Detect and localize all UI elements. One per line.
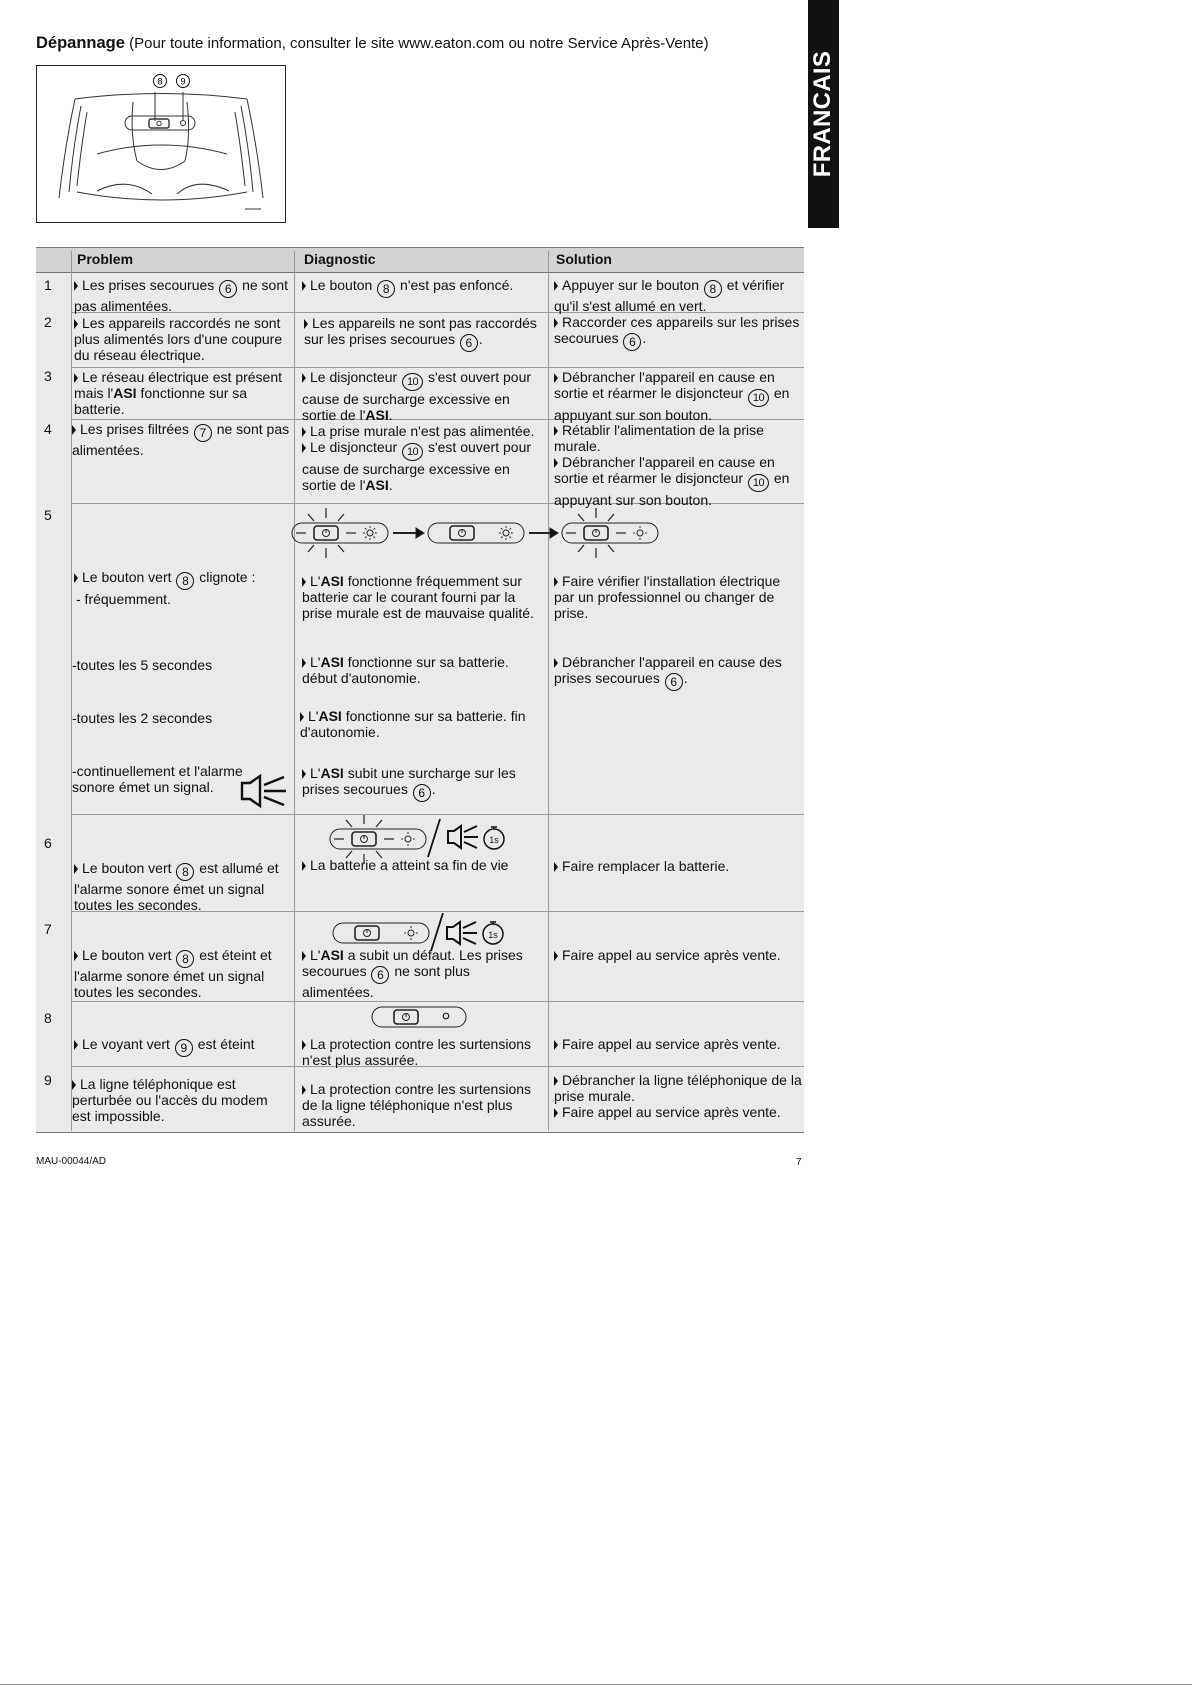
callout-number: 9 bbox=[175, 1039, 193, 1057]
timer-label: 1s bbox=[488, 930, 498, 940]
product-illustration bbox=[36, 65, 286, 223]
solution-cell: Débrancher l'appareil en cause en sortie et réarmer le disjoncteur 10 en appuyant sur son bouton. bbox=[554, 369, 790, 423]
diagnostic-cell: Le disjoncteur 10 s'est ouvert pour cause de surcharge excessive en sortie de l'ASI. bbox=[302, 369, 532, 423]
diagnostic-cell: Le bouton 8 n'est pas enfoncé. bbox=[302, 277, 542, 298]
asi-term: ASI bbox=[320, 573, 344, 589]
asi-term: ASI bbox=[320, 654, 344, 670]
ups-top-view-drawing bbox=[37, 66, 285, 222]
callout-number: 6 bbox=[623, 333, 641, 351]
bullet-icon bbox=[554, 373, 558, 383]
bullet-icon bbox=[302, 769, 306, 779]
bullet-icon bbox=[302, 281, 306, 291]
diagnostic-cell: La prise murale n'est pas alimentée. Le disjoncteur 10 s'est ouvert pour cause de surcharge excessive en sortie de l'ASI. bbox=[302, 423, 535, 493]
bullet-icon bbox=[554, 658, 558, 668]
bullet-icon bbox=[74, 951, 78, 961]
callout-number: 8 bbox=[176, 572, 194, 590]
callout-number: 10 bbox=[402, 443, 423, 461]
asi-term: ASI bbox=[365, 477, 389, 493]
row-number: 2 bbox=[44, 314, 52, 330]
column-divider bbox=[548, 251, 549, 1131]
solution-cell: Raccorder ces appareils sur les prises secourues 6 . bbox=[554, 314, 800, 349]
callout-number: 10 bbox=[402, 373, 423, 391]
asi-term: ASI bbox=[318, 708, 342, 724]
bullet-icon bbox=[554, 1076, 558, 1086]
bullet-icon bbox=[302, 373, 306, 383]
button-lit-icon bbox=[562, 508, 658, 558]
bullet-icon bbox=[302, 1040, 306, 1050]
bullet-icon bbox=[300, 712, 304, 722]
language-tab-label: FRANCAIS bbox=[809, 50, 837, 178]
solution-cell: Rétablir l'alimentation de la prise murale. Débrancher l'appareil en cause en sortie et réarmer le disjoncteur 10 en appuyant sur son bouton. bbox=[554, 422, 790, 508]
bullet-icon bbox=[554, 281, 558, 291]
bullet-icon bbox=[302, 1085, 306, 1095]
table-header bbox=[36, 247, 804, 273]
row-number: 3 bbox=[44, 368, 52, 384]
solution-cell: Faire appel au service après vente. bbox=[554, 1036, 802, 1052]
callout-9 bbox=[177, 75, 190, 88]
bullet-icon bbox=[302, 427, 306, 437]
bullet-icon bbox=[302, 577, 306, 587]
row-number: 7 bbox=[44, 921, 52, 937]
bullet-icon bbox=[302, 951, 306, 961]
diagnostic-cell: L'ASI fonctionne sur sa batterie. fin d'autonomie. bbox=[300, 708, 526, 740]
bullet-icon bbox=[74, 373, 78, 383]
asi-term: ASI bbox=[320, 765, 344, 781]
problem-cell: Les prises filtrées 7 ne sont pas alimentées. bbox=[72, 421, 290, 458]
button-off-icon bbox=[428, 523, 524, 543]
solution-cell: Faire vérifier l'installation électrique par un professionnel ou changer de prise. bbox=[554, 573, 781, 621]
diagnostic-cell: L'ASI fonctionne fréquemment sur batterie car le courant fourni par la prise murale est de mauvaise qualité. bbox=[302, 573, 534, 621]
bullet-icon bbox=[304, 319, 308, 329]
bullet-icon bbox=[74, 864, 78, 874]
asi-term: ASI bbox=[365, 407, 389, 423]
callout-number: 6 bbox=[219, 280, 237, 298]
bullet-icon bbox=[72, 425, 76, 435]
problem-cell: Le bouton vert 8 est allumé et l'alarme sonore émet un signal toutes les secondes. bbox=[74, 860, 279, 913]
row-separator bbox=[72, 1001, 804, 1002]
solution-cell: Appuyer sur le bouton 8 et vérifier qu'il s'est allumé en vert. bbox=[554, 277, 785, 314]
bullet-icon bbox=[74, 319, 78, 329]
row-separator bbox=[72, 367, 804, 368]
problem-subcell: -toutes les 5 secondes bbox=[72, 657, 213, 673]
callout-number: 6 bbox=[665, 673, 683, 691]
callout-number: 6 bbox=[413, 784, 431, 802]
callout-number: 8 bbox=[377, 280, 395, 298]
diagnostic-cell: Les appareils ne sont pas raccordés sur les prises secourues 6 . bbox=[304, 315, 537, 350]
page-number: 7 bbox=[796, 1157, 802, 1168]
bullet-icon bbox=[554, 458, 558, 468]
callout-8 bbox=[154, 75, 167, 88]
bullet-icon bbox=[74, 573, 78, 583]
bullet-icon bbox=[302, 443, 306, 453]
problem-subcell: -toutes les 2 secondes bbox=[72, 710, 213, 726]
svg-text:9: 9 bbox=[180, 76, 186, 87]
bullet-icon bbox=[72, 1080, 76, 1090]
led-9-off-figure bbox=[370, 1004, 470, 1030]
row-number: 6 bbox=[44, 835, 52, 851]
callout-number: 10 bbox=[748, 474, 769, 492]
bullet-icon bbox=[554, 318, 558, 328]
diagnostic-cell: L'ASI a subit un défaut. Les prises secourues 6 ne sont plus alimentées. bbox=[302, 947, 523, 1000]
header-problem: Problem bbox=[77, 251, 134, 267]
diagnostic-cell: L'ASI subit une surcharge sur les prises secourues 6 . bbox=[302, 765, 516, 800]
solution-cell: Débrancher la ligne téléphonique de la prise murale. Faire appel au service après vente. bbox=[554, 1072, 802, 1120]
callout-number: 6 bbox=[371, 966, 389, 984]
diagnostic-cell: La protection contre les surtensions n'est plus assurée. bbox=[302, 1036, 532, 1068]
header-diagnostic: Diagnostic bbox=[304, 251, 376, 267]
row-number: 1 bbox=[44, 277, 52, 293]
solution-cell: Faire appel au service après vente. bbox=[554, 947, 802, 963]
bullet-icon bbox=[74, 281, 78, 291]
timer-label: 1s bbox=[489, 835, 499, 845]
document-reference: MAU-00044/AD bbox=[36, 1156, 107, 1167]
button-lit-icon bbox=[292, 508, 388, 558]
problem-subcell: - fréquemment. bbox=[76, 591, 171, 607]
header-solution: Solution bbox=[556, 251, 612, 267]
table-bottom-rule bbox=[36, 1132, 804, 1133]
page-title: Dépannage bbox=[36, 34, 125, 52]
callout-number: 6 bbox=[460, 334, 478, 352]
row-number: 5 bbox=[44, 507, 52, 523]
asi-term: ASI bbox=[320, 947, 344, 963]
bullet-icon bbox=[554, 1108, 558, 1118]
problem-subcell: -continuellement et l'alarme sonore émet un signal. bbox=[72, 763, 243, 795]
bullet-icon bbox=[554, 862, 558, 872]
problem-cell: La ligne téléphonique est perturbée ou l'accès du modem est impossible. bbox=[72, 1076, 268, 1124]
callout-number: 8 bbox=[176, 863, 194, 881]
page-header bbox=[36, 34, 709, 53]
page-subtitle: (Pour toute information, consulter le site www.eaton.com ou notre Service Après-Vente) bbox=[129, 35, 709, 52]
problem-cell: Le bouton vert 8 clignote : bbox=[74, 569, 292, 590]
led-blink-sequence bbox=[252, 505, 662, 561]
callout-number: 7 bbox=[194, 424, 212, 442]
problem-cell: Les prises secourues 6 ne sont pas alimentées. bbox=[74, 277, 289, 314]
column-divider bbox=[71, 251, 72, 1131]
bullet-icon bbox=[302, 658, 306, 668]
bullet-icon bbox=[554, 577, 558, 587]
bullet-icon bbox=[554, 951, 558, 961]
callout-number: 8 bbox=[704, 280, 722, 298]
svg-text:8: 8 bbox=[157, 76, 163, 87]
row-number: 8 bbox=[44, 1010, 52, 1026]
bullet-icon bbox=[554, 1040, 558, 1050]
callout-number: 10 bbox=[748, 389, 769, 407]
row-number: 9 bbox=[44, 1072, 52, 1088]
bullet-icon bbox=[302, 861, 306, 871]
diagnostic-cell: La batterie a atteint sa fin de vie bbox=[302, 857, 542, 873]
solution-cell: Faire remplacer la batterie. bbox=[554, 858, 802, 874]
bullet-icon bbox=[554, 426, 558, 436]
solution-cell: Débrancher l'appareil en cause des prises secourues 6 . bbox=[554, 654, 782, 689]
callout-number: 8 bbox=[176, 950, 194, 968]
problem-cell: Le réseau électrique est présent mais l'ASI fonctionne sur sa batterie. bbox=[74, 369, 283, 417]
row-number: 4 bbox=[44, 421, 52, 437]
problem-cell: Les appareils raccordés ne sont plus alimentés lors d'une coupure du réseau électrique. bbox=[74, 315, 283, 363]
diagnostic-cell: L'ASI fonctionne sur sa batterie. début d'autonomie. bbox=[302, 654, 509, 686]
troubleshooting-table bbox=[36, 247, 804, 1133]
problem-cell: Le voyant vert 9 est éteint bbox=[74, 1036, 296, 1057]
problem-cell: Le bouton vert 8 est éteint et l'alarme sonore émet un signal toutes les secondes. bbox=[74, 947, 272, 1000]
asi-term: ASI bbox=[113, 385, 137, 401]
language-tab bbox=[808, 0, 839, 228]
bullet-icon bbox=[74, 1040, 78, 1050]
diagnostic-cell: La protection contre les surtensions de la ligne téléphonique n'est plus assurée. bbox=[302, 1081, 532, 1129]
speaker-alarm-icon bbox=[238, 773, 292, 809]
